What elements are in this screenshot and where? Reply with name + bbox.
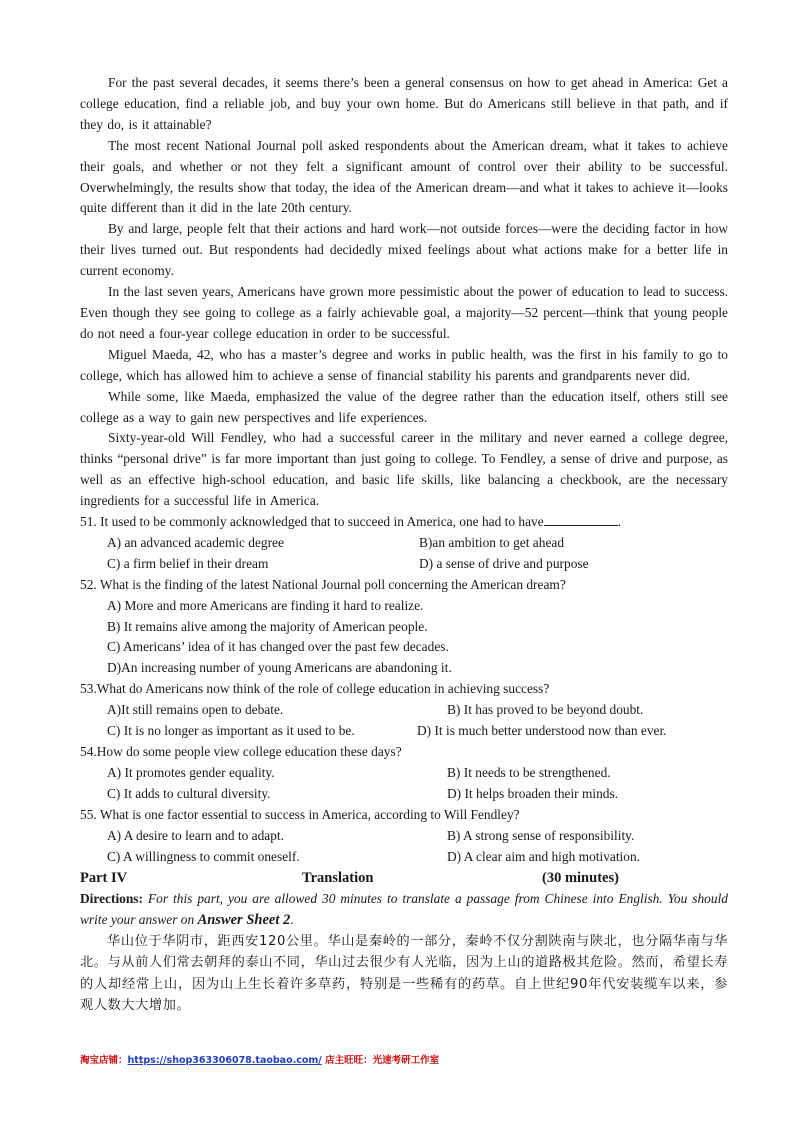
option-b: B) It has proved to be beyond doubt. bbox=[447, 702, 644, 718]
option-a: A) an advanced academic degree bbox=[107, 534, 284, 550]
option-d: D) It helps broaden their minds. bbox=[447, 785, 619, 801]
question-53 bbox=[80, 679, 728, 742]
passage-paragraph-6: While some, like Maeda, emphasized the value of the degree rather than the education itself, others still see college as a way to gain new perspectives and life experiences. bbox=[80, 388, 728, 425]
question-55 bbox=[80, 805, 728, 868]
question-51: 51. It used to be commonly acknowledged that to succeed in America, one had to have . A) an advanced academic degree B)an ambition to get ahead C) a firm belief in their dream D) a sense of drive and purpose bbox=[80, 512, 728, 575]
option-a: A) More and more Americans are finding it hard to realize. bbox=[107, 597, 424, 613]
passage-paragraph-1: For the past several decades, it seems there’s been a general consensus on how to get ahead in America: Get a college education, find a reliable job, and buy your own home. But do Americans still believe in that path, and if they do, is it attainable? bbox=[80, 75, 728, 132]
shop-link[interactable]: https://shop363306078.taobao.com/ bbox=[127, 1055, 322, 1066]
part-label: Part IV bbox=[80, 870, 128, 887]
option-d: D)An increasing number of young Americans are abandoning it. bbox=[107, 660, 452, 676]
option-b: B) It needs to be strengthened. bbox=[447, 764, 611, 780]
option-c: C) a firm belief in their dream bbox=[107, 555, 269, 571]
option-b: B) A strong sense of responsibility. bbox=[447, 827, 635, 843]
question-54 bbox=[80, 742, 728, 805]
part-time: (30 minutes) bbox=[542, 870, 619, 887]
question-55-stem: 55. What is one factor essential to success in America, according to Will Fendley? bbox=[80, 806, 520, 822]
shop-label: 淘宝店铺： bbox=[80, 1055, 128, 1066]
passage-paragraph-3: By and large, people felt that their actions and hard work—not outside forces—were the deciding factor in how their lives turned out. But respondents had decidedly mixed feelings about what actions make for a better life in current economy. bbox=[80, 221, 728, 279]
directions: Directions: For this part, you are allowed 30 minutes to translate a passage from Chinese into English. You should write your answer on Answer Sheet 2. bbox=[80, 891, 728, 929]
question-52 bbox=[80, 575, 728, 680]
option-c: C) It adds to cultural diversity. bbox=[107, 785, 271, 801]
option-b: B) It remains alive among the majority of American people. bbox=[107, 618, 428, 634]
passage-paragraph-2: The most recent National Journal poll asked respondents about the American dream, what it takes to achieve their goals, and whether or not they felt a significant amount of control over their ability to be successful. Overwhelmingly, the results show that today, the idea of the American dream—and what it takes to achieve it—looks quite different than it did in the late 20th century. bbox=[80, 137, 728, 216]
option-b: B)an ambition to get ahead bbox=[419, 534, 565, 550]
option-a: A) It promotes gender equality. bbox=[107, 764, 275, 780]
question-52-stem: 52. What is the finding of the latest National Journal poll concerning the American dream? bbox=[80, 576, 566, 592]
shop-owner: 店主旺旺：光速考研工作室 bbox=[321, 1055, 440, 1066]
translation-passage: 华山位于华阴市，距西安120公里。华山是秦岭的一部分，秦岭不仅分割陕南与陕北，也分隔华南与华北。与从前人们常去朝拜的泰山不同，华山过去很少有人光临，因为上山的道路极其危险。然而，希望长寿的人却经常上山，因为山上生长着许多草药，特别是一些稀有的药草。自上世纪90年代安装缆车以来，参观人数大大增加。 bbox=[80, 934, 729, 1013]
question-51-stem: 51. It used to be commonly acknowledged that to succeed in America, one had to have bbox=[80, 514, 544, 530]
part-heading bbox=[80, 868, 728, 889]
passage-paragraph-5: Miguel Maeda, 42, who has a master’s degree and works in public health, was the first in his family to go to college, which has allowed him to achieve a sense of financial stability his parents and grandparents never did. bbox=[80, 346, 728, 383]
option-c: C) A willingness to commit oneself. bbox=[107, 848, 300, 864]
option-c: C) It is no longer as important as it used to be. bbox=[107, 723, 355, 739]
question-54-stem: 54.How do some people view college education these days? bbox=[80, 744, 402, 759]
answer-blank bbox=[544, 512, 618, 526]
directions-text: For this part, you are allowed 30 minutes to translate a passage from Chinese into English. You should write your answer on bbox=[80, 891, 728, 928]
option-d: D) A clear aim and high motivation. bbox=[447, 848, 641, 864]
answer-sheet-label: Answer Sheet 2 bbox=[197, 912, 291, 929]
option-a: A) A desire to learn and to adapt. bbox=[107, 827, 284, 843]
question-53-stem: 53.What do Americans now think of the role of college education in achieving success? bbox=[80, 681, 550, 697]
directions-label: Directions: bbox=[80, 891, 143, 907]
option-a: A)It still remains open to debate. bbox=[107, 702, 284, 718]
part-title: Translation bbox=[302, 870, 374, 887]
passage-paragraph-7: Sixty-year-old Will Fendley, who had a successful career in the military and never earned a college degree, thinks “personal drive” is far more important than just going to college. To Fendley, a sense of drive and purpose, as well as an effective high-school education, and basic life skills, like balancing a checkbook, are the necessary ingredients for a successful life in America. bbox=[80, 430, 728, 509]
exam-page bbox=[80, 73, 728, 1016]
option-c: C) Americans’ idea of it has changed over the past few decades. bbox=[107, 639, 449, 655]
option-d: D) a sense of drive and purpose bbox=[419, 555, 589, 571]
option-d: D) It is much better understood now than ever. bbox=[417, 723, 667, 739]
footer bbox=[80, 1052, 439, 1066]
passage-paragraph-4: In the last seven years, Americans have grown more pessimistic about the power of education to lead to success. Even though they see going to college as a fairly achievable goal, a majority—52 percent—think that young people do not need a four-year college education in order to be successful. bbox=[80, 284, 728, 341]
